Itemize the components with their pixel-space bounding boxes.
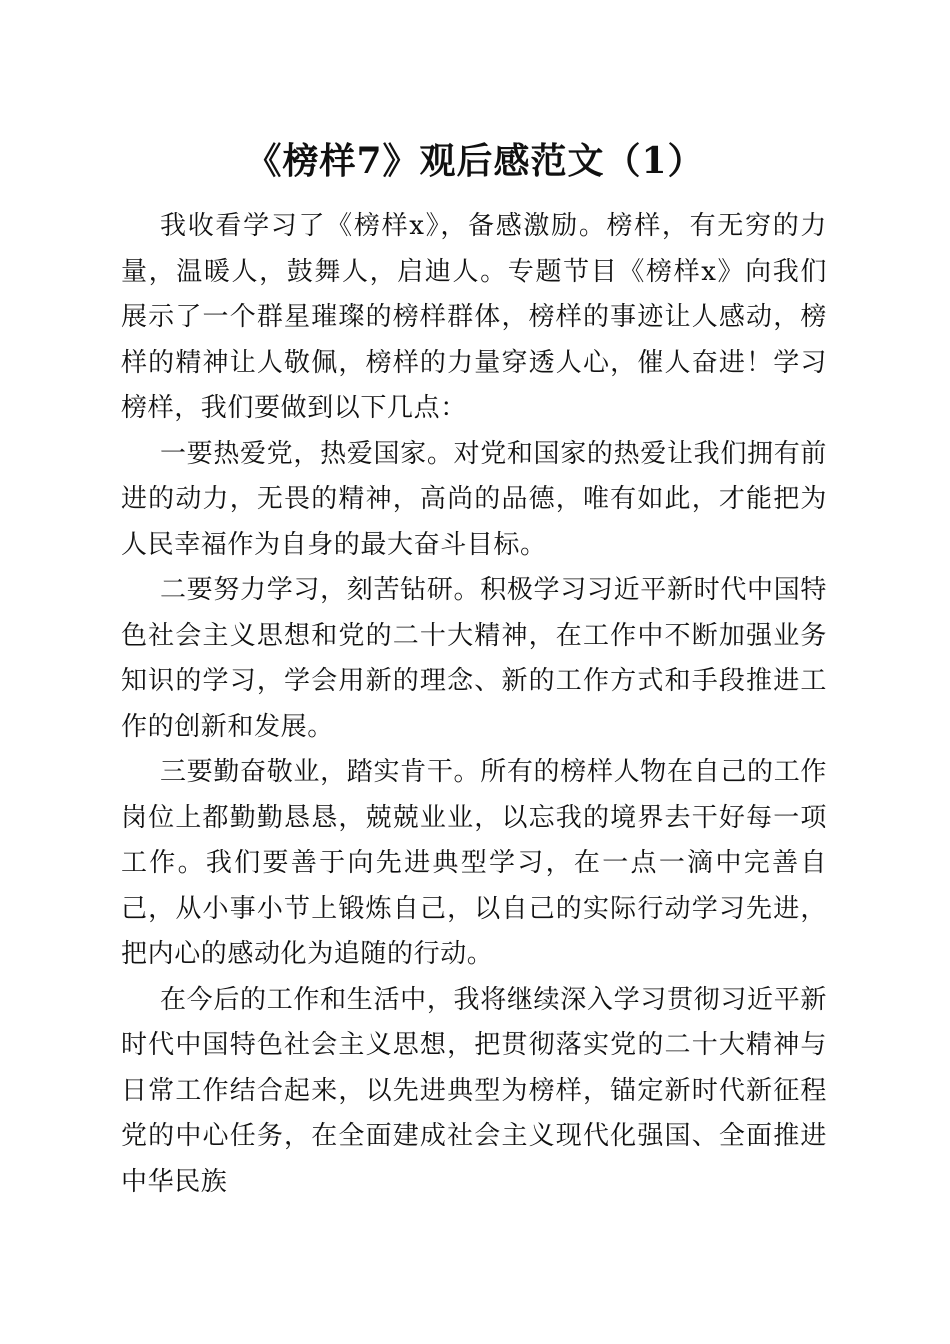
paragraph-conclusion: 在今后的工作和生活中，我将继续深入学习贯彻习近平新时代中国特色社会主义思想，把贯彻落实党的二十大精神与日常工作结合起来，以先进典型为榜样，锚定新时代新征程党的中心任务，在全面建成社会主义现代化强国、全面推进中华民族 (121, 984, 827, 1197)
document-title: 《榜样7》观后感范文（1） (245, 140, 705, 182)
document-body (121, 204, 827, 1205)
paragraph-point-two: 二要努力学习，刻苦钻研。积极学习习近平新时代中国特色社会主义思想和党的二十大精神，在工作中不断加强业务知识的学习，学会用新的理念、新的工作方式和手段推进工作的创新和发展。 (121, 575, 827, 742)
paragraph-point-one: 一要热爱党，热爱国家。对党和国家的热爱让我们拥有前进的动力，无畏的精神，高尚的品德，唯有如此，才能把为人民幸福作为自身的最大奋斗目标。 (121, 438, 827, 560)
paragraph-point-three: 三要勤奋敬业，踏实肯干。所有的榜样人物在自己的工作岗位上都勤勤恳恳，兢兢业业，以忘我的境界去干好每一项工作。我们要善于向先进典型学习，在一点一滴中完善自己，从小事小节上锻炼自己，以自己的实际行动学习先进，把内心的感动化为追随的行动。 (121, 757, 827, 969)
paragraph-intro: 我收看学习了《榜样x》，备感激励。榜样，有无穷的力量，温暖人，鼓舞人，启迪人。专题节目《榜样x》向我们展示了一个群星璀璨的榜样群体，榜样的事迹让人感动，榜样的精神让人敬佩，榜样的力量穿透人心，催人奋进！学习榜样，我们要做到以下几点： (121, 211, 827, 423)
